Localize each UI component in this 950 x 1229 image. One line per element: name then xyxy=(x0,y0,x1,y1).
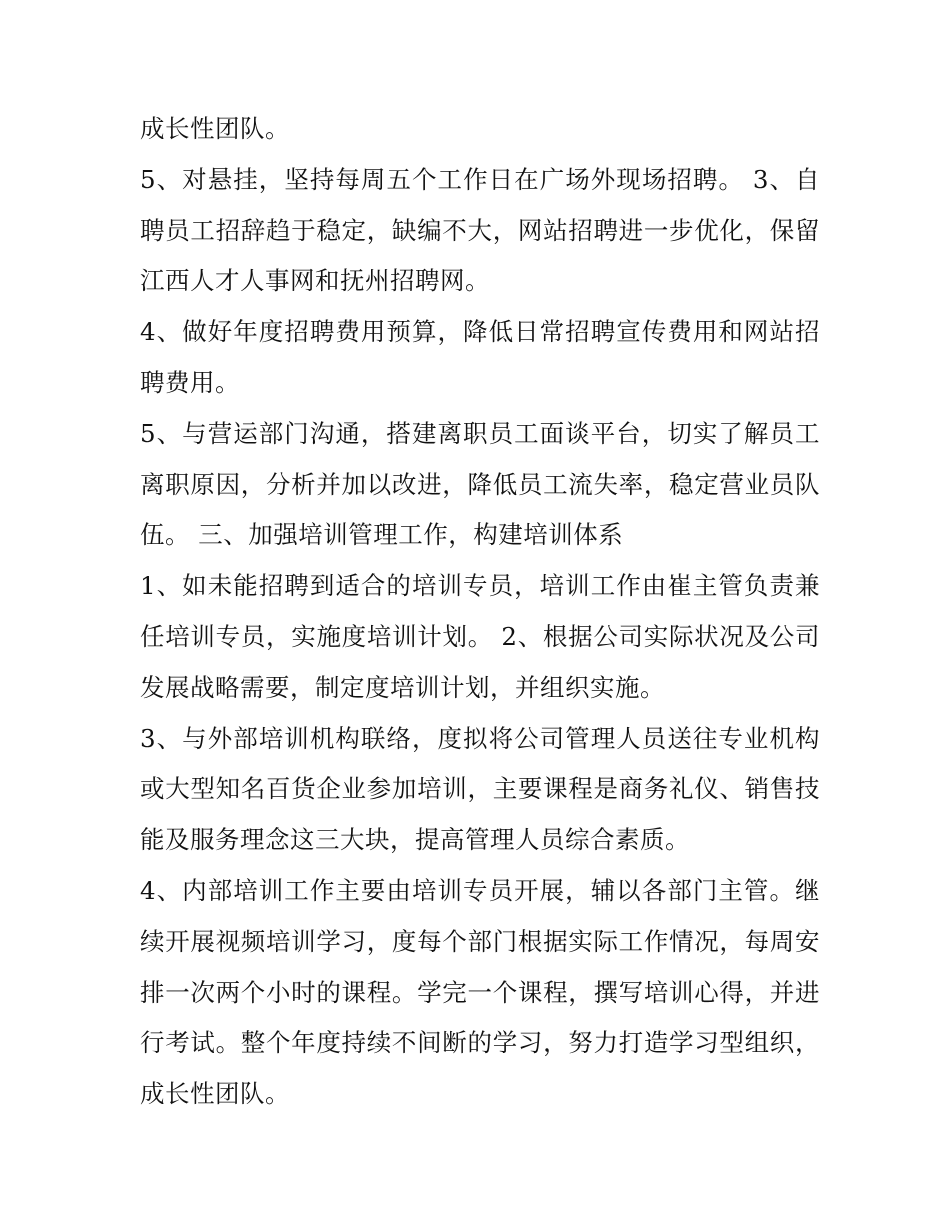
paragraph: 5、与营运部门沟通，搭建离职员工面谈平台，切实了解员工离职原因，分析并加以改进，降低员工流失率，稳定营业员队伍。 三、加强培训管理工作，构建培训体系 xyxy=(140,418,820,550)
paragraph: 4、做好年度招聘费用预算，降低日常招聘宣传费用和网站招聘费用。 xyxy=(140,317,820,397)
paragraph: 3、与外部培训机构联络，度拟将公司管理人员送往专业机构或大型知名百货企业参加培训，主要课程是商务礼仪、销售技能及服务理念这三大块，提高管理人员综合素质。 xyxy=(140,723,820,855)
document-body xyxy=(140,104,820,1120)
paragraph: 成长性团队。 xyxy=(140,114,290,143)
paragraph: 4、内部培训工作主要由培训专员开展，辅以各部门主管。继续开展视频培训学习，度每个部门根据实际工作情况，每周安排一次两个小时的课程。学完一个课程，撰写培训心得，并进行考试。整个年度持续不间断的学习，努力打造学习型组织，成长性团队。 xyxy=(140,875,820,1109)
paragraph: 1、如未能招聘到适合的培训专员，培训工作由崔主管负责兼任培训专员，实施度培训计划。 2、根据公司实际状况及公司发展战略需要，制定度培训计划，并组织实施。 xyxy=(140,571,820,702)
paragraph: 5、对悬挂，坚持每周五个工作日在广场外现场招聘。 3、自聘员工招辞趋于稳定，缺编不大，网站招聘进一步优化，保留江西人才人事网和抚州招聘网。 xyxy=(140,164,820,296)
